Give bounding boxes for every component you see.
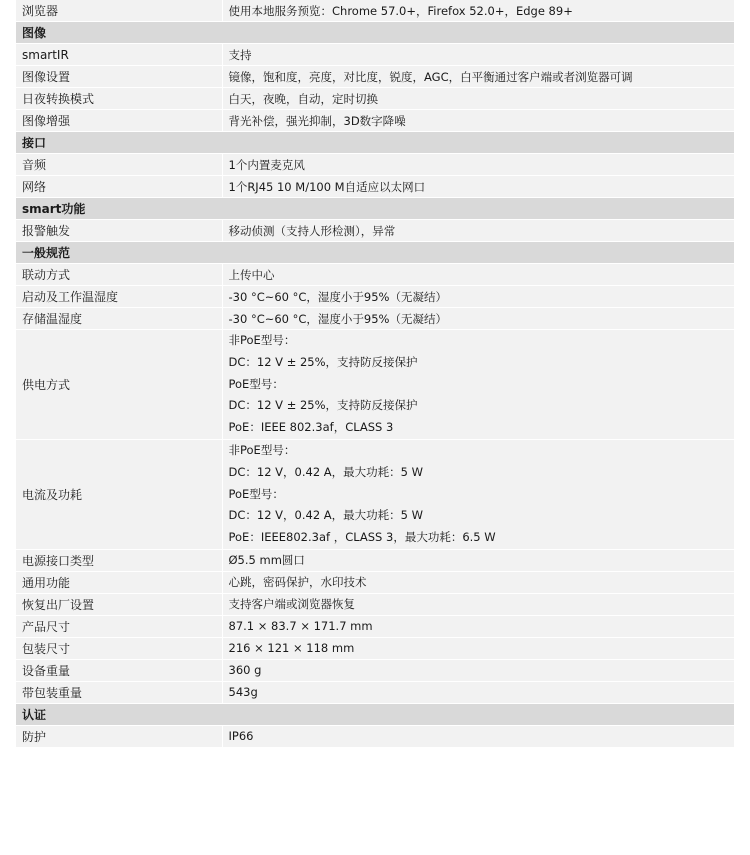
spec-row <box>16 110 734 132</box>
spec-value: 上传中心 <box>222 264 734 286</box>
spec-value: 支持客户端或浏览器恢复 <box>222 593 734 615</box>
section-header-row <box>16 132 734 154</box>
spec-row <box>16 220 734 242</box>
spec-key: smartIR <box>16 44 222 66</box>
spec-value: 心跳，密码保护，水印技术 <box>222 571 734 593</box>
spec-row <box>16 330 734 440</box>
spec-key: 音频 <box>16 154 222 176</box>
spec-value: 使用本地服务预览：Chrome 57.0+，Firefox 52.0+，Edge 89+ <box>222 0 734 22</box>
spec-row <box>16 154 734 176</box>
section-header-row <box>16 703 734 725</box>
spec-value-line: DC：12 V，0.42 A，最大功耗：5 W <box>228 508 424 523</box>
spec-value: -30 °C~60 °C，湿度小于95%（无凝结） <box>222 308 734 330</box>
spec-key: 带包装重量 <box>16 681 222 703</box>
spec-key: 恢复出厂设置 <box>16 593 222 615</box>
spec-table-body <box>16 0 734 747</box>
spec-key: 防护 <box>16 725 222 747</box>
spec-key: 设备重量 <box>16 659 222 681</box>
spec-value-line: PoE型号： <box>228 376 284 391</box>
spec-row <box>16 44 734 66</box>
spec-row <box>16 637 734 659</box>
spec-row <box>16 549 734 571</box>
section-title: 认证 <box>16 703 734 725</box>
spec-value-line: PoE型号： <box>228 486 284 501</box>
spec-value: 543g <box>222 681 734 703</box>
spec-key: 电源接口类型 <box>16 549 222 571</box>
spec-row <box>16 439 734 549</box>
spec-row <box>16 176 734 198</box>
spec-value-line: PoE：IEEE802.3af ，CLASS 3，最大功耗：6.5 W <box>228 530 496 545</box>
spec-value-line: 非PoE型号： <box>228 333 296 347</box>
spec-value-line: PoE：IEEE 802.3af，CLASS 3 <box>228 420 394 435</box>
spec-value-line: 非PoE型号： <box>228 442 296 457</box>
section-title: smart功能 <box>16 198 734 220</box>
spec-value: 移动侦测（支持人形检测），异常 <box>222 220 734 242</box>
spec-row <box>16 571 734 593</box>
spec-value: 背光补偿，强光抑制，3D数字降噪 <box>222 110 734 132</box>
spec-row <box>16 725 734 747</box>
spec-row <box>16 66 734 88</box>
spec-value: -30 °C~60 °C，湿度小于95%（无凝结） <box>222 286 734 308</box>
spec-value-multiline <box>222 330 734 440</box>
spec-key: 供电方式 <box>16 330 222 440</box>
spec-value: 216 × 121 × 118 mm <box>222 637 734 659</box>
spec-key: 启动及工作温湿度 <box>16 286 222 308</box>
spec-value: 镜像，饱和度，亮度，对比度，锐度，AGC，白平衡通过客户端或者浏览器可调 <box>222 66 734 88</box>
spec-key: 日夜转换模式 <box>16 88 222 110</box>
spec-value: Ø5.5 mm圆口 <box>222 549 734 571</box>
spec-value: 支持 <box>222 44 734 66</box>
spec-key: 图像设置 <box>16 66 222 88</box>
section-title: 一般规范 <box>16 242 734 264</box>
spec-row <box>16 308 734 330</box>
section-title: 图像 <box>16 22 734 44</box>
spec-value: 白天，夜晚，自动，定时切换 <box>222 88 734 110</box>
spec-value-line: DC：12 V，0.42 A，最大功耗：5 W <box>228 464 424 479</box>
section-header-row <box>16 198 734 220</box>
spec-key: 通用功能 <box>16 571 222 593</box>
spec-key: 浏览器 <box>16 0 222 22</box>
section-header-row <box>16 22 734 44</box>
spec-key: 图像增强 <box>16 110 222 132</box>
section-header-row <box>16 242 734 264</box>
spec-value-line: DC：12 V ± 25%，支持防反接保护 <box>228 354 418 369</box>
spec-row <box>16 659 734 681</box>
spec-row <box>16 286 734 308</box>
spec-key: 报警触发 <box>16 220 222 242</box>
spec-table <box>16 0 734 748</box>
spec-value-multiline <box>222 439 734 549</box>
spec-value: 87.1 × 83.7 × 171.7 mm <box>222 615 734 637</box>
spec-row <box>16 0 734 22</box>
spec-row <box>16 264 734 286</box>
spec-row <box>16 615 734 637</box>
spec-row <box>16 593 734 615</box>
spec-value-line: DC：12 V ± 25%，支持防反接保护 <box>228 398 418 413</box>
spec-value: 360 g <box>222 659 734 681</box>
spec-key: 包装尺寸 <box>16 637 222 659</box>
spec-key: 产品尺寸 <box>16 615 222 637</box>
spec-key: 存储温湿度 <box>16 308 222 330</box>
spec-value: IP66 <box>222 725 734 747</box>
spec-value: 1个内置麦克风 <box>222 154 734 176</box>
spec-key: 联动方式 <box>16 264 222 286</box>
spec-key: 电流及功耗 <box>16 439 222 549</box>
spec-row <box>16 681 734 703</box>
section-title: 接口 <box>16 132 734 154</box>
spec-row <box>16 88 734 110</box>
spec-key: 网络 <box>16 176 222 198</box>
spec-value: 1个RJ45 10 M/100 M自适应以太网口 <box>222 176 734 198</box>
